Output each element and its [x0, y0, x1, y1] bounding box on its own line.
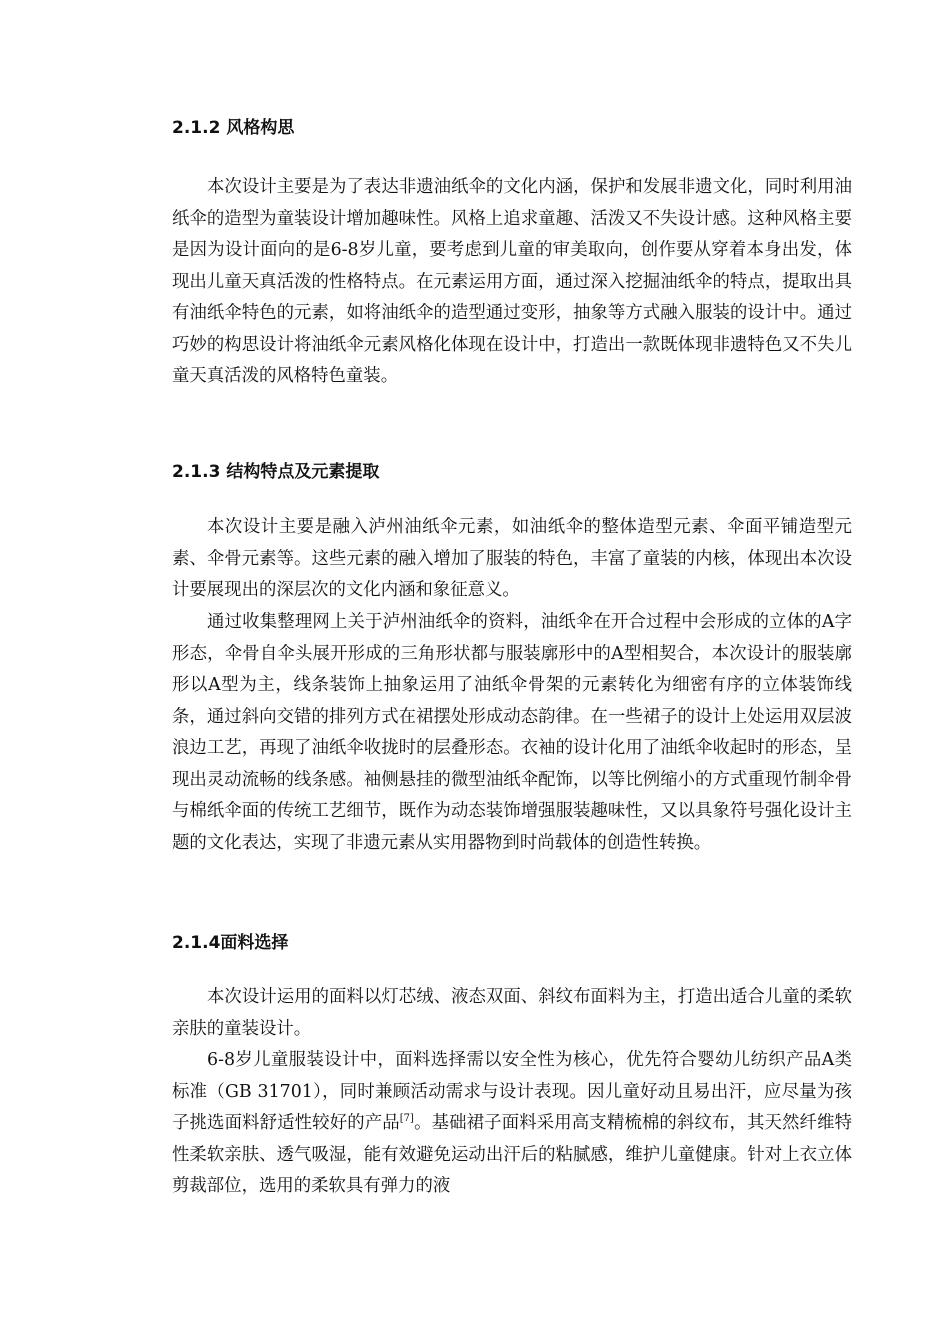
- paragraph-style-concept: 本次设计主要是为了表达非遗油纸伞的文化内涵，保护和发展非遗文化，同时利用油纸伞的造型为童装设计增加趣味性。风格上追求童趣、活泼又不失设计感。这种风格主要是因为设计面向的是6-8岁儿童，要考虑到儿童的审美取向，创作要从穿着本身出发，体现出儿童天真活泼的性格特点。在元素运用方面，通过深入挖掘油纸伞的特点，提取出具有油纸伞特色的元素，如将油纸伞的造型通过变形，抽象等方式融入服装的设计中。通过巧妙的构思设计将油纸伞元素风格化体现在设计中，打造出一款既体现非遗特色又不失儿童天真活泼的风格特色童装。: [172, 177, 852, 386]
- fabric-text-after-ref: 。基础裙子面料采用高支精梳棉的斜纹布，其天然纤维特性柔软亲肤、透气吸湿，能有效避免运动出汗后的粘腻感，维护儿童健康。针对上衣立体剪裁部位，选用的柔软具有弹力的液: [172, 1113, 852, 1196]
- section-heading-2-1-4: 2.1.4面料选择: [172, 933, 289, 953]
- section-heading-2-1-3: 2.1.3 结构特点及元素提取: [172, 462, 380, 482]
- paragraph-fabric-selection: [172, 1045, 852, 1203]
- citation-ref[interactable]: [7]: [399, 1113, 414, 1125]
- paragraph-elements-intro: 本次设计主要是融入泸州油纸伞元素，如油纸伞的整体造型元素、伞面平铺造型元素、伞骨元素等。这些元素的融入增加了服装的特色，丰富了童装的内核，体现出本次设计要展现出的深层次的文化内涵和象征意义。: [172, 517, 852, 600]
- paragraph-fabric-intro: 本次设计运用的面料以灯芯绒、液态双面、斜纹布面料为主，打造出适合儿童的柔软亲肤的童装设计。: [172, 987, 852, 1039]
- fabric-text-before-ref: 6-8岁儿童服装设计中，面料选择需以安全性为核心，优先符合婴幼儿纺织产品A类标准（GB 31701），同时兼顾活动需求与设计表现。因儿童好动且易出汗，应尽量为孩子挑选面料舒适性较好的产品: [172, 1050, 852, 1133]
- paragraph-structure-details: 通过收集整理网上关于泸州油纸伞的资料，油纸伞在开合过程中会形成的立体的A字形态，伞骨自伞头展开形成的三角形状都与服装廓形中的A型相契合，本次设计的服装廓形以A型为主，线条装饰上抽象运用了油纸伞骨架的元素转化为细密有序的立体装饰线条，通过斜向交错的排列方式在裙摆处形成动态韵律。在一些裙子的设计上处运用双层波浪边工艺，再现了油纸伞收拢时的层叠形态。衣袖的设计化用了油纸伞收起时的形态，呈现出灵动流畅的线条感。袖侧悬挂的微型油纸伞配饰，以等比例缩小的方式重现竹制伞骨与棉纸伞面的传统工艺细节，既作为动态装饰增强服装趣味性，又以具象符号强化设计主题的文化表达，实现了非遗元素从实用器物到时尚载体的创造性转换。: [172, 612, 852, 853]
- section-heading-2-1-2: 2.1.2 风格构思: [172, 118, 295, 138]
